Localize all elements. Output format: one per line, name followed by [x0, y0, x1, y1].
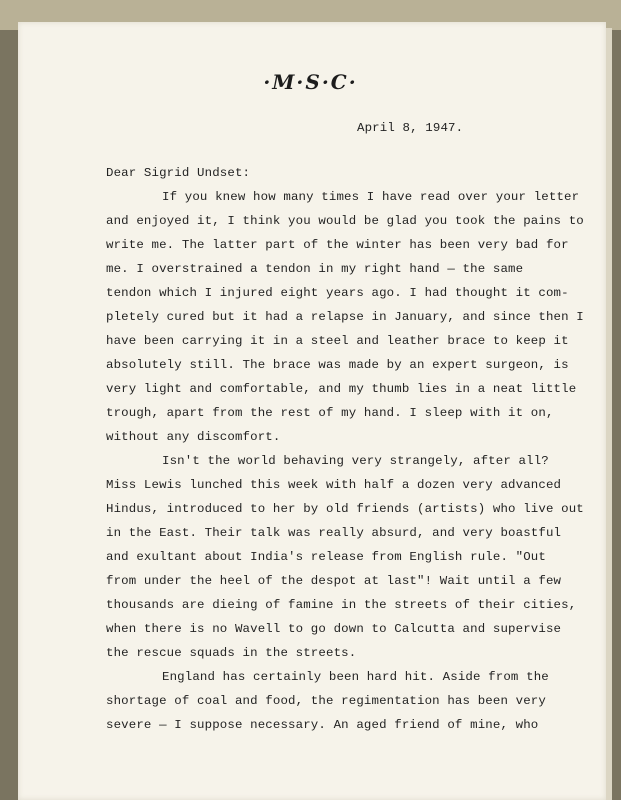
body-line: without any discomfort.	[106, 430, 281, 444]
body-line: write me. The latter part of the winter has been very bad for	[106, 238, 569, 252]
salutation: Dear Sigrid Undset:	[106, 166, 251, 180]
body-line: England has certainly been hard hit. Aside from the	[162, 670, 549, 684]
body-line: the rescue squads in the streets.	[106, 646, 357, 660]
body-line: and exultant about India's release from English rule. "Out	[106, 550, 546, 564]
body-line: shortage of coal and food, the regimentation has been very	[106, 694, 546, 708]
body-line: If you knew how many times I have read over your letter	[162, 190, 580, 204]
body-line: Isn't the world behaving very strangely, after all?	[162, 454, 549, 468]
letterhead-monogram: ·M·S·C·	[263, 70, 358, 94]
body-line: when there is no Wavell to go down to Calcutta and supervise	[106, 622, 562, 636]
body-line: trough, apart from the rest of my hand. I sleep with it on,	[106, 406, 554, 420]
body-line: tendon which I injured eight years ago. I had thought it com-	[106, 286, 569, 300]
body-line: Miss Lewis lunched this week with half a dozen very advanced	[106, 478, 562, 492]
body-line: severe — I suppose necessary. An aged friend of mine, who	[106, 718, 539, 732]
body-line: absolutely still. The brace was made by an expert surgeon, is	[106, 358, 569, 372]
body-line: have been carrying it in a steel and leather brace to keep it	[106, 334, 569, 348]
body-line: me. I overstrained a tendon in my right hand — the same	[106, 262, 524, 276]
body-line: from under the heel of the despot at last"! Wait until a few	[106, 574, 562, 588]
body-line: very light and comfortable, and my thumb lies in a neat little	[106, 382, 577, 396]
body-line: pletely cured but it had a relapse in January, and since then I	[106, 310, 584, 324]
letter-date: April 8, 1947.	[357, 121, 464, 135]
body-line: thousands are dieing of famine in the streets of their cities,	[106, 598, 577, 612]
body-line: in the East. Their talk was really absurd, and very boastful	[106, 526, 562, 540]
body-line: and enjoyed it, I think you would be glad you took the pains to	[106, 214, 584, 228]
body-line: Hindus, introduced to her by old friends (artists) who live out	[106, 502, 584, 516]
